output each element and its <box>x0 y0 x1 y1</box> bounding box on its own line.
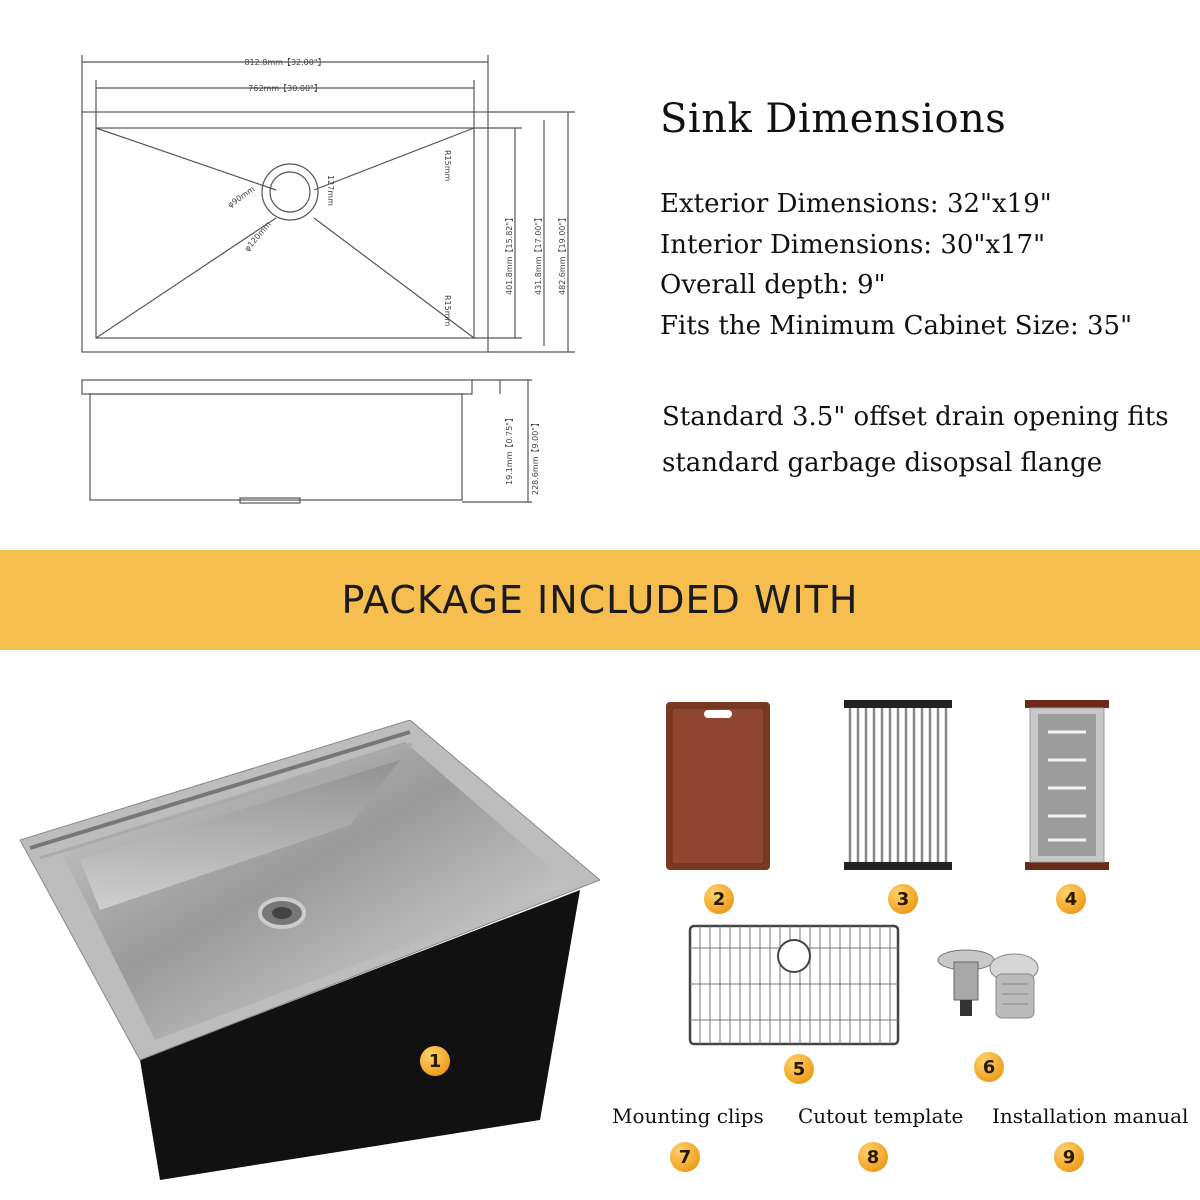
drain-note-line-1: Standard 3.5" offset drain opening fits <box>662 402 1169 432</box>
caption-installation-manual: Installation manual <box>992 1104 1189 1128</box>
package-banner <box>0 550 1200 650</box>
banner-title: PACKAGE INCLUDED WITH <box>341 578 859 622</box>
spec-cabinet: Fits the Minimum Cabinet Size: 35" <box>660 310 1133 341</box>
badge-2: 2 <box>704 884 734 914</box>
colander-image <box>1024 698 1110 872</box>
bottom-grid-image <box>688 924 900 1046</box>
badge-7: 7 <box>670 1142 700 1172</box>
sink-image <box>20 720 600 1180</box>
badge-3: 3 <box>888 884 918 914</box>
badge-4: 4 <box>1056 884 1086 914</box>
dim-drain-b: φ120mm <box>242 219 273 254</box>
spec-exterior: Exterior Dimensions: 32"x19" <box>660 189 1052 219</box>
sink-side-outline <box>90 394 462 500</box>
dim-inner-width: 762mm【30.00"】 <box>248 84 322 93</box>
specs-list <box>660 184 1132 346</box>
dim-side-1: 19.1mm【0.75"】 <box>505 414 514 485</box>
dim-drain-a: φ90mm <box>225 184 257 210</box>
dim-corner-top: R15mm <box>443 150 452 182</box>
caption-mounting-clips: Mounting clips <box>612 1104 764 1128</box>
dim-corner-bottom: R15mm <box>443 295 452 327</box>
spec-depth: Overall depth: 9" <box>660 270 886 300</box>
spec-interior: Interior Dimensions: 30"x17" <box>660 229 1046 260</box>
badge-9: 9 <box>1054 1142 1084 1172</box>
dim-inner-depth-1: 401.8mm【15.82"】 <box>505 213 514 295</box>
dim-inner-depth-2: 431.8mm【17.00"】 <box>534 213 543 295</box>
dim-outer-width: 812.8mm【32.00"】 <box>244 58 326 67</box>
cutting-board-image <box>664 700 772 872</box>
badge-5: 5 <box>784 1054 814 1084</box>
drain-note <box>662 394 1169 486</box>
dim-side-2: 228.6mm【9.00"】 <box>531 419 540 495</box>
sink-top-outline <box>82 112 488 352</box>
dim-drain-offset: 127mm <box>326 175 335 206</box>
badge-6: 6 <box>974 1052 1004 1082</box>
dim-outer-depth: 482.6mm【19.00"】 <box>558 213 567 295</box>
badge-8: 8 <box>858 1142 888 1172</box>
drain-note-line-2: standard garbage disopsal flange <box>662 448 1103 478</box>
caption-cutout-template: Cutout template <box>798 1104 964 1128</box>
badge-1: 1 <box>420 1046 450 1076</box>
dimension-drawing <box>60 50 580 520</box>
strainer-image <box>936 944 1042 1030</box>
drying-rack-image <box>842 698 954 872</box>
specs-title: Sink Dimensions <box>660 96 1007 142</box>
